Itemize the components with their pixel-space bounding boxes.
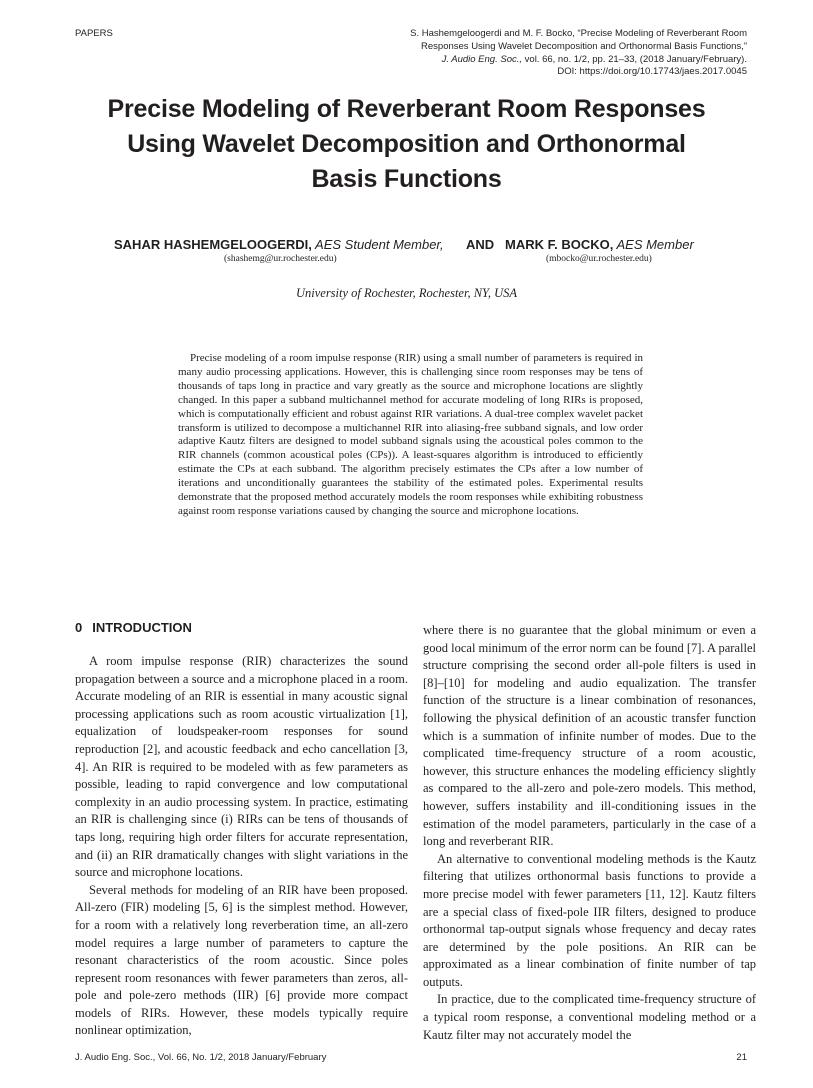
footer-journal: J. Audio Eng. Soc., Vol. 66, No. 1/2, 2018 January/February xyxy=(75,1052,327,1063)
author-1 xyxy=(114,237,444,252)
body-paragraph: A room impulse response (RIR) characterizes the sound propagation between a source and a microphone placed in a room. Accurate modeling of an RIR is essential in many acoustic signal processing applications such as room acoustic virtualization [1], equalization of loudspeaker-room responses for sound reproduction [2], and acoustic feedback and echo cancellation [3, 4]. An RIR is required to be modeled with as few parameters as possible, leading to rapid convergence and low computational complexity in an audio processing system. In practice, estimating an RIR is challenging since (i) RIRs can be tens of thousands of taps long, requiring high order filters for accurate representation, and (ii) an RIR dramatically changes with slight variations in the source and microphone locations. xyxy=(75,654,408,880)
abstract: Precise modeling of a room impulse response (RIR) using a small number of parameters is required in many audio processing applications. However, this is challenging since room responses may be tens of thousands of taps long in practice and vary greatly as the source and microphone locations are slightly changed. In this paper a subband multichannel method for accurate modeling of long RIRs is proposed, which is computationally efficient and robust against RIR variations. A dual-tree complex wavelet packet transform is utilized to decompose a multichannel RIR into aliasing-free subband signals, and low order adaptive Kautz filters are designed to model subband signals using the acoustical poles common to the RIR channels (common acoustical poles (CPs)). A least-squares algorithm is introduced to efficiently estimate the CPs at each subband. The algorithm precisely estimates the CPs after a low number of iterations and unconditionally guarantees the stability of the estimated poles. Experimental results demonstrate that the proposed method accurately models the room responses while exhibiting robustness against room response variations caused by changing the source and microphone locations. xyxy=(178,352,643,517)
title-line: Precise Modeling of Reverberant Room Responses xyxy=(107,95,706,123)
author-2-email[interactable]: (mbocko@ur.rochester.edu) xyxy=(546,254,652,264)
doi-link[interactable]: DOI: https://doi.org/10.17743/jaes.2017.0045 xyxy=(557,66,747,78)
author-1-name: SAHAR HASHEMGELOOGERDI, xyxy=(114,237,312,252)
affiliation: University of Rochester, Rochester, NY, USA xyxy=(295,286,518,300)
paper-title xyxy=(50,92,763,197)
page-number: 21 xyxy=(736,1052,747,1063)
author-2 xyxy=(505,237,694,252)
author-conjunction: AND xyxy=(466,237,495,252)
section-title: INTRODUCTION xyxy=(92,620,192,635)
body-paragraph: where there is no guarantee that the global minimum or even a good local minimum of the error norm can be found [7]. A parallel structure comprising the second order all-pole filters is used in [8]–[10] for modeling and audio equalization. The transfer function of the structure is a linear combination of resonances, following the physical definition of an acoustic transfer function which is a summation of infinite number of modes. Due to the complicated time-frequency structure of a room acoustic, however, this structure enhances the modeling efficiency slightly as compared to the all-zero and pole-zero models. This method, however, suffers instability and ill-conditioning issues in the estimation of the model parameters, particularly in the case of a long and reverberant RIR. xyxy=(423,623,756,849)
section-number: 0 xyxy=(75,620,83,635)
title-line: Using Wavelet Decomposition and Orthonormal xyxy=(127,130,686,158)
body-paragraph: Several methods for modeling of an RIR have been proposed. All-zero (FIR) modeling [5, 6] is the simplest method. However, for a room with a relatively long reverberation time, an all-zero model requires a large number of parameters to capture the resonant characteristics of the room acoustic. Since poles represent room resonances with fewer parameters than zeros, all-pole and pole-zero methods (IIR) [6] provide more compact models of RIRs. However, these models typically require nonlinear optimization, xyxy=(75,882,408,1038)
citation-block xyxy=(327,28,747,79)
body-paragraph: In practice, due to the complicated time-frequency structure of a typical room response, a conventional modeling method or a Kautz filter may not accurately model the xyxy=(423,992,756,1042)
citation-line: Responses Using Wavelet Decomposition and Orthonormal Basis Functions,” xyxy=(421,40,747,52)
citation-details: vol. 66, no. 1/2, pp. 21–33, (2018 January/February). xyxy=(522,53,747,65)
body-paragraph: An alternative to conventional modeling methods is the Kautz filtering that utilizes orthonormal basis functions to provide a more precise model with fewer parameters [11, 12]. Kautz filters are a special class of fixed-pole IIR filters, designed to produce orthonormal tap-output signals whose frequency and decay rates are determined by the pole positions. An RIR can be approximated as a linear combination of finite number of tap outputs. xyxy=(423,851,756,989)
title-line: Basis Functions xyxy=(311,165,502,193)
citation-line: S. Hashemgeloogerdi and M. F. Bocko, “Precise Modeling of Reverberant Room xyxy=(410,28,747,39)
body-column-right xyxy=(423,622,756,1044)
author-1-email[interactable]: (shashemg@ur.rochester.edu) xyxy=(224,254,337,264)
citation-line xyxy=(327,54,747,67)
body-column-left xyxy=(75,620,408,1040)
author-1-membership: AES Student Member, xyxy=(311,237,444,252)
citation-journal: J. Audio Eng. Soc., xyxy=(441,53,523,65)
author-2-name: MARK F. BOCKO, xyxy=(505,237,614,252)
section-heading xyxy=(75,620,408,636)
running-head-section: PAPERS xyxy=(75,28,113,39)
author-2-membership: AES Member xyxy=(613,237,694,252)
